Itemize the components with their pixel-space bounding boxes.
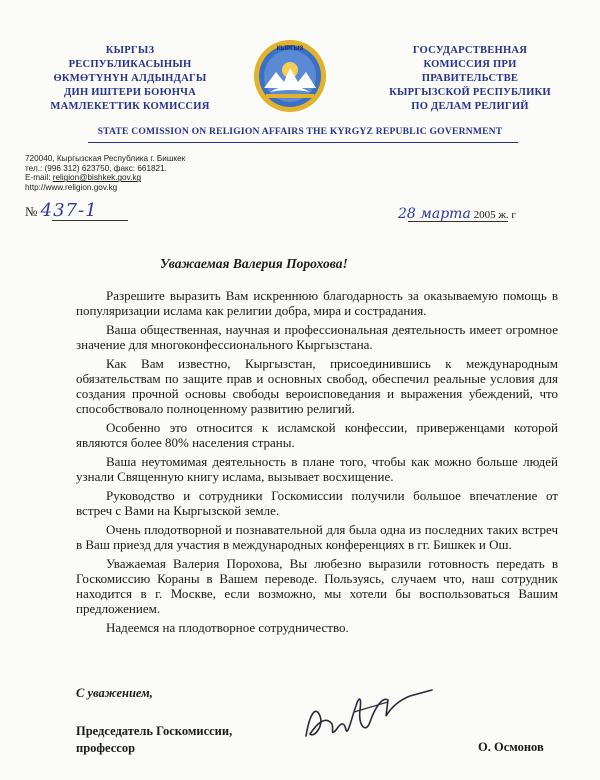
number-underline <box>52 220 128 221</box>
letterhead-line: МАМЛЕКЕТТИК КОМИССИЯ <box>50 101 210 112</box>
date-year: 2005 ж. г <box>473 209 516 221</box>
closing: С уважением, <box>76 686 153 700</box>
paragraph: Очень плодотворной и познавательной для была одна из последних таких встреч в Ваш приезд для участия в международных конференциях в гг. Бишкек и Ош. <box>76 522 558 552</box>
paragraph: Разрешите выразить Вам искреннюю благодарность за оказываемую помощь в популяризации ислама как религии добра, мира и сострадания. <box>76 288 558 318</box>
contact-block <box>25 154 185 192</box>
emblem-text: КЫРГЫЗ <box>276 46 304 52</box>
letterhead-line: РЕСПУБЛИКАСЫНЫН <box>68 59 192 70</box>
letterhead-line: ГОСУДАРСТВЕННАЯ <box>412 45 528 56</box>
letterhead-line: ПРАВИТЕЛЬСТВЕ <box>421 73 519 84</box>
website-link[interactable]: http://www.religion.gov.kg <box>25 182 118 192</box>
signatory-name: О. Осмонов <box>478 740 544 754</box>
paragraph: Ваша неутомимая деятельность в плане того, чтобы как можно больше людей узнали Священную книгу ислама, вызывает восхищение. <box>76 454 558 484</box>
letterhead-line: КОМИССИЯ ПРИ <box>423 59 517 70</box>
number-value: 437-1 <box>40 200 98 221</box>
salutation: Уважаемая Валерия Порохова! <box>160 256 348 271</box>
state-emblem-icon <box>252 36 328 116</box>
signatory-rank: профессор <box>76 741 136 755</box>
paragraph: Надеемся на плодотворное сотрудничество. <box>106 620 349 635</box>
paragraph: Руководство и сотрудники Госкомиссии получили большое впечатление от встреч с Вами на Кыргызской земле. <box>76 488 558 518</box>
letterhead-english: STATE COMISSION ON RELIGION AFFAIRS THE KYRGYZ REPUBLIC GOVERNMENT <box>97 126 503 137</box>
handwritten-signature <box>296 676 436 754</box>
email-row <box>25 173 185 183</box>
signatory-title <box>76 723 232 757</box>
letter-body <box>76 288 558 635</box>
letterhead-line: ӨКМӨТҮНҮН АЛДЫНДАГЫ <box>53 73 207 84</box>
letterhead-line: КЫРГЫЗ <box>105 45 155 56</box>
letterhead-line: ДИН ИШТЕРИ БОЮНЧА <box>64 87 196 98</box>
email-link[interactable]: religion@bishkek.gov.kg <box>52 173 142 183</box>
document-date <box>398 206 516 222</box>
letterhead-kyrgyz <box>20 44 240 114</box>
letterhead-line: КЫРГЫЗСКОЙ РЕСПУБЛИКИ <box>389 87 551 98</box>
paragraph: Уважаемая Валерия Порохова, Вы любезно выразили готовность передать в Госкомиссию Кораны в Вашем переводе. Пользуясь, случаем что, наш сотрудник находится в г. Москве, если возможно, мы хотели бы воспользоваться Вашим предложением. <box>76 556 558 616</box>
paragraph: Особенно это относится к исламской конфессии, приверженцами которой являются более 80% населения страны. <box>76 420 558 450</box>
date-underline <box>408 221 508 222</box>
paragraph: Как Вам известно, Кыргызстан, присоединившись к международным обязательствам по защите прав и основных свобод, обеспечил реальные условия для создания прочной основы свободы вероисповедания и выражения убеждений, что способствовало полноценному развитию религий. <box>76 356 558 416</box>
letterhead-divider <box>88 142 518 143</box>
date-handwritten: 28 марта <box>398 206 471 222</box>
email-label: E-mail: <box>25 173 53 183</box>
paragraph: Ваша общественная, научная и профессиональная деятельность имеет огромное значение для многоконфессионального Кыргызстана. <box>76 322 558 352</box>
signatory-position: Председатель Госкомиссии, <box>76 724 233 738</box>
document-number <box>25 200 98 221</box>
address: 720040, Кыргызская Республика г. Бишкек <box>25 154 186 163</box>
number-prefix: № <box>25 204 38 219</box>
letterhead-line: ПО ДЕЛАМ РЕЛИГИЙ <box>411 101 529 112</box>
letterhead-russian <box>360 44 580 114</box>
phone-fax: тел.: (996 312) 623750, факс: 661821. <box>25 163 167 173</box>
